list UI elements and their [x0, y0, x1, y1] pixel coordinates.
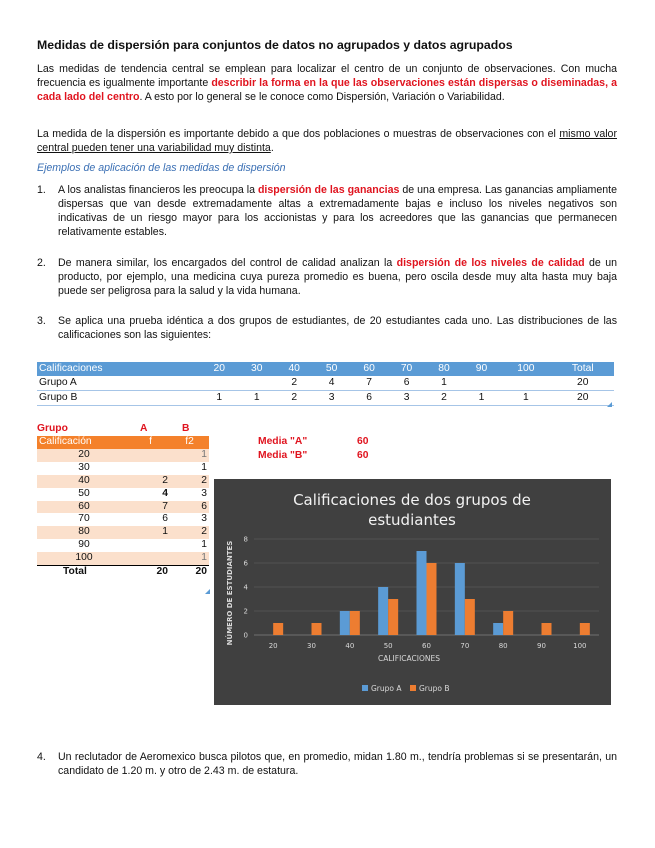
- legend-swatch-grupo-b: [410, 685, 416, 691]
- chart-title-line1: Calificaciones de dos grupos de: [293, 491, 531, 509]
- chart-bar-grupo-a-70[interactable]: [455, 563, 465, 635]
- chart-y-tick-label: 4: [243, 583, 248, 592]
- table-cell: 20: [577, 377, 589, 388]
- table-cell: 30: [78, 461, 90, 473]
- table-row: [37, 391, 614, 406]
- chart-bar-grupo-a-50[interactable]: [378, 587, 388, 635]
- group-label: Grupo: [37, 423, 68, 434]
- intro-text-a: Las medidas de tendencia central se emplean para localizar el centro de un conjunto de observaciones. Con mucha frecuencia es igualmente importante: [37, 63, 617, 89]
- table-cell: 6: [403, 377, 410, 388]
- table-cell: 1: [201, 391, 238, 406]
- table-cell: [131, 539, 170, 552]
- page-title: Medidas de dispersión para conjuntos de datos no agrupados y datos agrupados: [37, 38, 513, 52]
- table-header-cell: 50: [313, 362, 350, 376]
- chart-y-tick-label: 0: [243, 631, 248, 640]
- table-cell: 1: [238, 391, 275, 406]
- chart-bar-grupo-b-50[interactable]: [388, 599, 398, 635]
- table-row: [37, 501, 209, 514]
- importance-underline: mismo valor central pueden tener una variabilidad muy distinta: [37, 128, 617, 154]
- table-cell: 80: [37, 526, 131, 539]
- table-cell: 2: [275, 391, 312, 406]
- table-header-cell: Total: [552, 362, 615, 376]
- table-cell: 1: [201, 539, 207, 551]
- chart-x-tick-label: 20: [268, 642, 278, 650]
- list-number: 3.: [37, 315, 46, 327]
- list-number: 1.: [37, 184, 46, 196]
- chart-bar-grupo-b-90[interactable]: [542, 623, 552, 635]
- table-cell: 3: [201, 513, 207, 525]
- media-a-value: 60: [357, 436, 369, 447]
- list-highlight: dispersión de las ganancias: [257, 184, 400, 196]
- list-item: [37, 256, 617, 298]
- chart-x-tick-label: 70: [460, 642, 470, 650]
- list-number: 4.: [37, 751, 46, 763]
- table-cell: [131, 552, 170, 565]
- table-cell: Grupo A: [39, 377, 77, 388]
- chart-x-axis-label: CALIFICACIONES: [378, 654, 440, 663]
- table-header-cell: f2: [170, 436, 209, 449]
- list-text: A los analistas financieros les preocupa la: [58, 184, 258, 196]
- table-cell: [463, 376, 500, 391]
- table-cell: 3: [313, 391, 350, 406]
- legend-swatch-grupo-a: [362, 685, 368, 691]
- table-header-row: [37, 436, 209, 449]
- table-row: [37, 488, 209, 501]
- table-cell: 3: [201, 487, 207, 499]
- chart-x-tick-label: 90: [537, 642, 546, 650]
- table-cell: 1: [170, 449, 209, 462]
- chart-x-tick-label: 60: [422, 642, 431, 650]
- chart-bar-grupo-b-70[interactable]: [465, 599, 475, 635]
- table-cell: 2: [291, 377, 298, 388]
- importance-paragraph: [37, 127, 617, 155]
- group-a-label: A: [140, 423, 148, 434]
- table-header-cell: Calificación: [37, 436, 131, 449]
- table-header-cell: 20: [201, 362, 238, 376]
- examples-subtitle: Ejemplos de aplicación de las medidas de dispersión: [37, 162, 286, 174]
- chart-bar-grupo-a-80[interactable]: [493, 623, 503, 635]
- table-header-cell: 30: [238, 362, 275, 376]
- table-cell: 20: [37, 449, 131, 462]
- group-b-label: B: [182, 423, 190, 434]
- table-cell: 4: [162, 487, 168, 499]
- chart-bar-grupo-b-60[interactable]: [427, 563, 437, 635]
- table-cell: 7: [366, 377, 372, 388]
- distribution-table: [37, 362, 614, 406]
- table-cell: [131, 462, 170, 475]
- chart-bar-grupo-b-40[interactable]: [350, 611, 360, 635]
- table-row: [37, 462, 209, 475]
- table-header-cell: 40: [275, 362, 312, 376]
- table-header-cell: 60: [350, 362, 387, 376]
- table-cell: 1: [131, 526, 170, 539]
- table-cell: [201, 376, 238, 391]
- table-cell: 1: [201, 461, 207, 473]
- table-header-row: [37, 362, 614, 376]
- table-cell: 2: [170, 475, 209, 488]
- chart-bar-grupo-a-40[interactable]: [340, 611, 350, 635]
- chart-y-axis-label: NÚMERO DE ESTUDIANTES: [226, 540, 234, 646]
- chart-title-line2: estudiantes: [368, 511, 456, 529]
- list-text: Se aplica una prueba idéntica a dos grupos de estudiantes, de 20 estudiantes cada uno. Las distribuciones de las calificaciones son las siguientes:: [58, 315, 617, 341]
- table-row: [37, 526, 209, 539]
- table-row: [37, 376, 614, 391]
- table-cell: 90: [78, 539, 90, 551]
- importance-text-a: La medida de la dispersión es importante debido a que dos poblaciones o muestras de observaciones con el: [37, 128, 560, 140]
- table-cell: 1: [500, 391, 551, 406]
- chart-bar-grupo-b-80[interactable]: [503, 611, 513, 635]
- chart-y-tick-label: 6: [243, 559, 248, 568]
- list-text: de un producto, por ejemplo, una medicina cuya pureza promedio es buena, pero oscila desde muy alta hasta muy baja puede ser peligrosa para la salud y la vida humana.: [58, 257, 617, 297]
- chart-x-tick-label: 100: [573, 642, 587, 650]
- media-a-label: Media "A": [258, 436, 308, 447]
- importance-text-c: .: [270, 142, 274, 154]
- table-row: [37, 552, 209, 565]
- intro-paragraph: [37, 62, 617, 104]
- media-b-value: 60: [357, 450, 369, 461]
- table-cell: 1: [441, 377, 447, 388]
- table-cell: 60: [37, 501, 131, 514]
- list-number: 2.: [37, 257, 46, 269]
- table-cell: [500, 376, 551, 391]
- chart-bar-grupo-a-60[interactable]: [417, 551, 427, 635]
- chart-bar-grupo-b-20[interactable]: [273, 623, 283, 635]
- table-cell: 20: [131, 566, 170, 579]
- table-header-cell: f: [131, 436, 170, 449]
- list-text: de una empresa. Las ganancias ampliamente dispersas que van desde extremadamente altas a extremadamente bajas e incluso los niveles negativos son indicativas de un riesgo mayor para los accionistas y para los acreedores que las ganancias que permanecen relativamente estables.: [58, 184, 617, 238]
- table-cell: 20: [170, 566, 209, 579]
- table-resize-handle-icon[interactable]: [607, 402, 612, 407]
- table-cell: 50: [78, 487, 90, 499]
- table-row: [37, 475, 209, 488]
- table-cell: 2: [131, 475, 170, 488]
- table-header-cell: 90: [463, 362, 500, 376]
- table-cell: 70: [78, 513, 90, 525]
- table-cell: 40: [37, 475, 131, 488]
- table-cell: 2: [425, 391, 462, 406]
- table-cell: 100: [37, 552, 131, 565]
- intro-text-c: . A esto por lo general se le conoce como Dispersión, Variación o Variabilidad.: [139, 91, 505, 103]
- table-cell: 4: [328, 377, 335, 388]
- legend-label-grupo-a: Grupo A: [371, 684, 402, 693]
- table-cell: 1: [463, 391, 500, 406]
- table-total-row: [37, 566, 209, 579]
- table-cell: 3: [388, 391, 425, 406]
- intro-highlight: describir la forma en la que las observaciones están dispersas o diseminadas, a cada lado del centro: [37, 77, 617, 103]
- list-item: [37, 183, 617, 239]
- table-cell: 6: [350, 391, 387, 406]
- grades-chart[interactable]: [214, 479, 611, 705]
- table-cell: 2: [170, 526, 209, 539]
- chart-x-tick-label: 50: [383, 642, 393, 650]
- chart-y-tick-label: 8: [243, 535, 248, 544]
- list-text: De manera similar, los encargados del control de calidad analizan la: [58, 257, 397, 269]
- table-header-cell: 70: [388, 362, 425, 376]
- legend-label-grupo-b: Grupo B: [419, 684, 450, 693]
- table-header-cell: 100: [500, 362, 551, 376]
- table-cell: Total: [37, 566, 131, 579]
- media-b-label: Media "B": [258, 450, 308, 461]
- chart-x-tick-label: 80: [498, 642, 508, 650]
- table-cell: 7: [131, 501, 170, 514]
- table-row: [37, 539, 209, 552]
- chart-x-tick-label: 40: [345, 642, 355, 650]
- table-cell: 6: [162, 513, 168, 525]
- chart-bar-grupo-b-30[interactable]: [312, 623, 322, 635]
- chart-y-tick-label: 2: [243, 607, 248, 616]
- table-header-cell: 80: [425, 362, 462, 376]
- table-row: [37, 513, 209, 526]
- table-cell: 1: [170, 552, 209, 565]
- list-item: [37, 314, 617, 342]
- chart-x-tick-label: 30: [307, 642, 316, 650]
- table-cell: 20: [552, 391, 615, 406]
- table-cell: [238, 376, 275, 391]
- chart-canvas: [214, 479, 611, 705]
- table-row: [37, 449, 209, 462]
- frequency-table: [37, 436, 209, 579]
- list-text: Un reclutador de Aeromexico busca pilotos que, en promedio, midan 1.80 m., tendría problemas si se presentarán, un candidato de 1.20 m. y otro de 2.43 m. de estatura.: [58, 751, 617, 777]
- table-cell: Grupo B: [37, 391, 201, 406]
- chart-bar-grupo-b-100[interactable]: [580, 623, 590, 635]
- table-cell: [131, 449, 170, 462]
- table-header-cell: Calificaciones: [37, 362, 201, 376]
- list-item: [37, 750, 617, 778]
- list-highlight: dispersión de los niveles de calidad: [396, 257, 585, 269]
- table-resize-handle-icon[interactable]: [205, 589, 210, 594]
- table-cell: 6: [170, 501, 209, 514]
